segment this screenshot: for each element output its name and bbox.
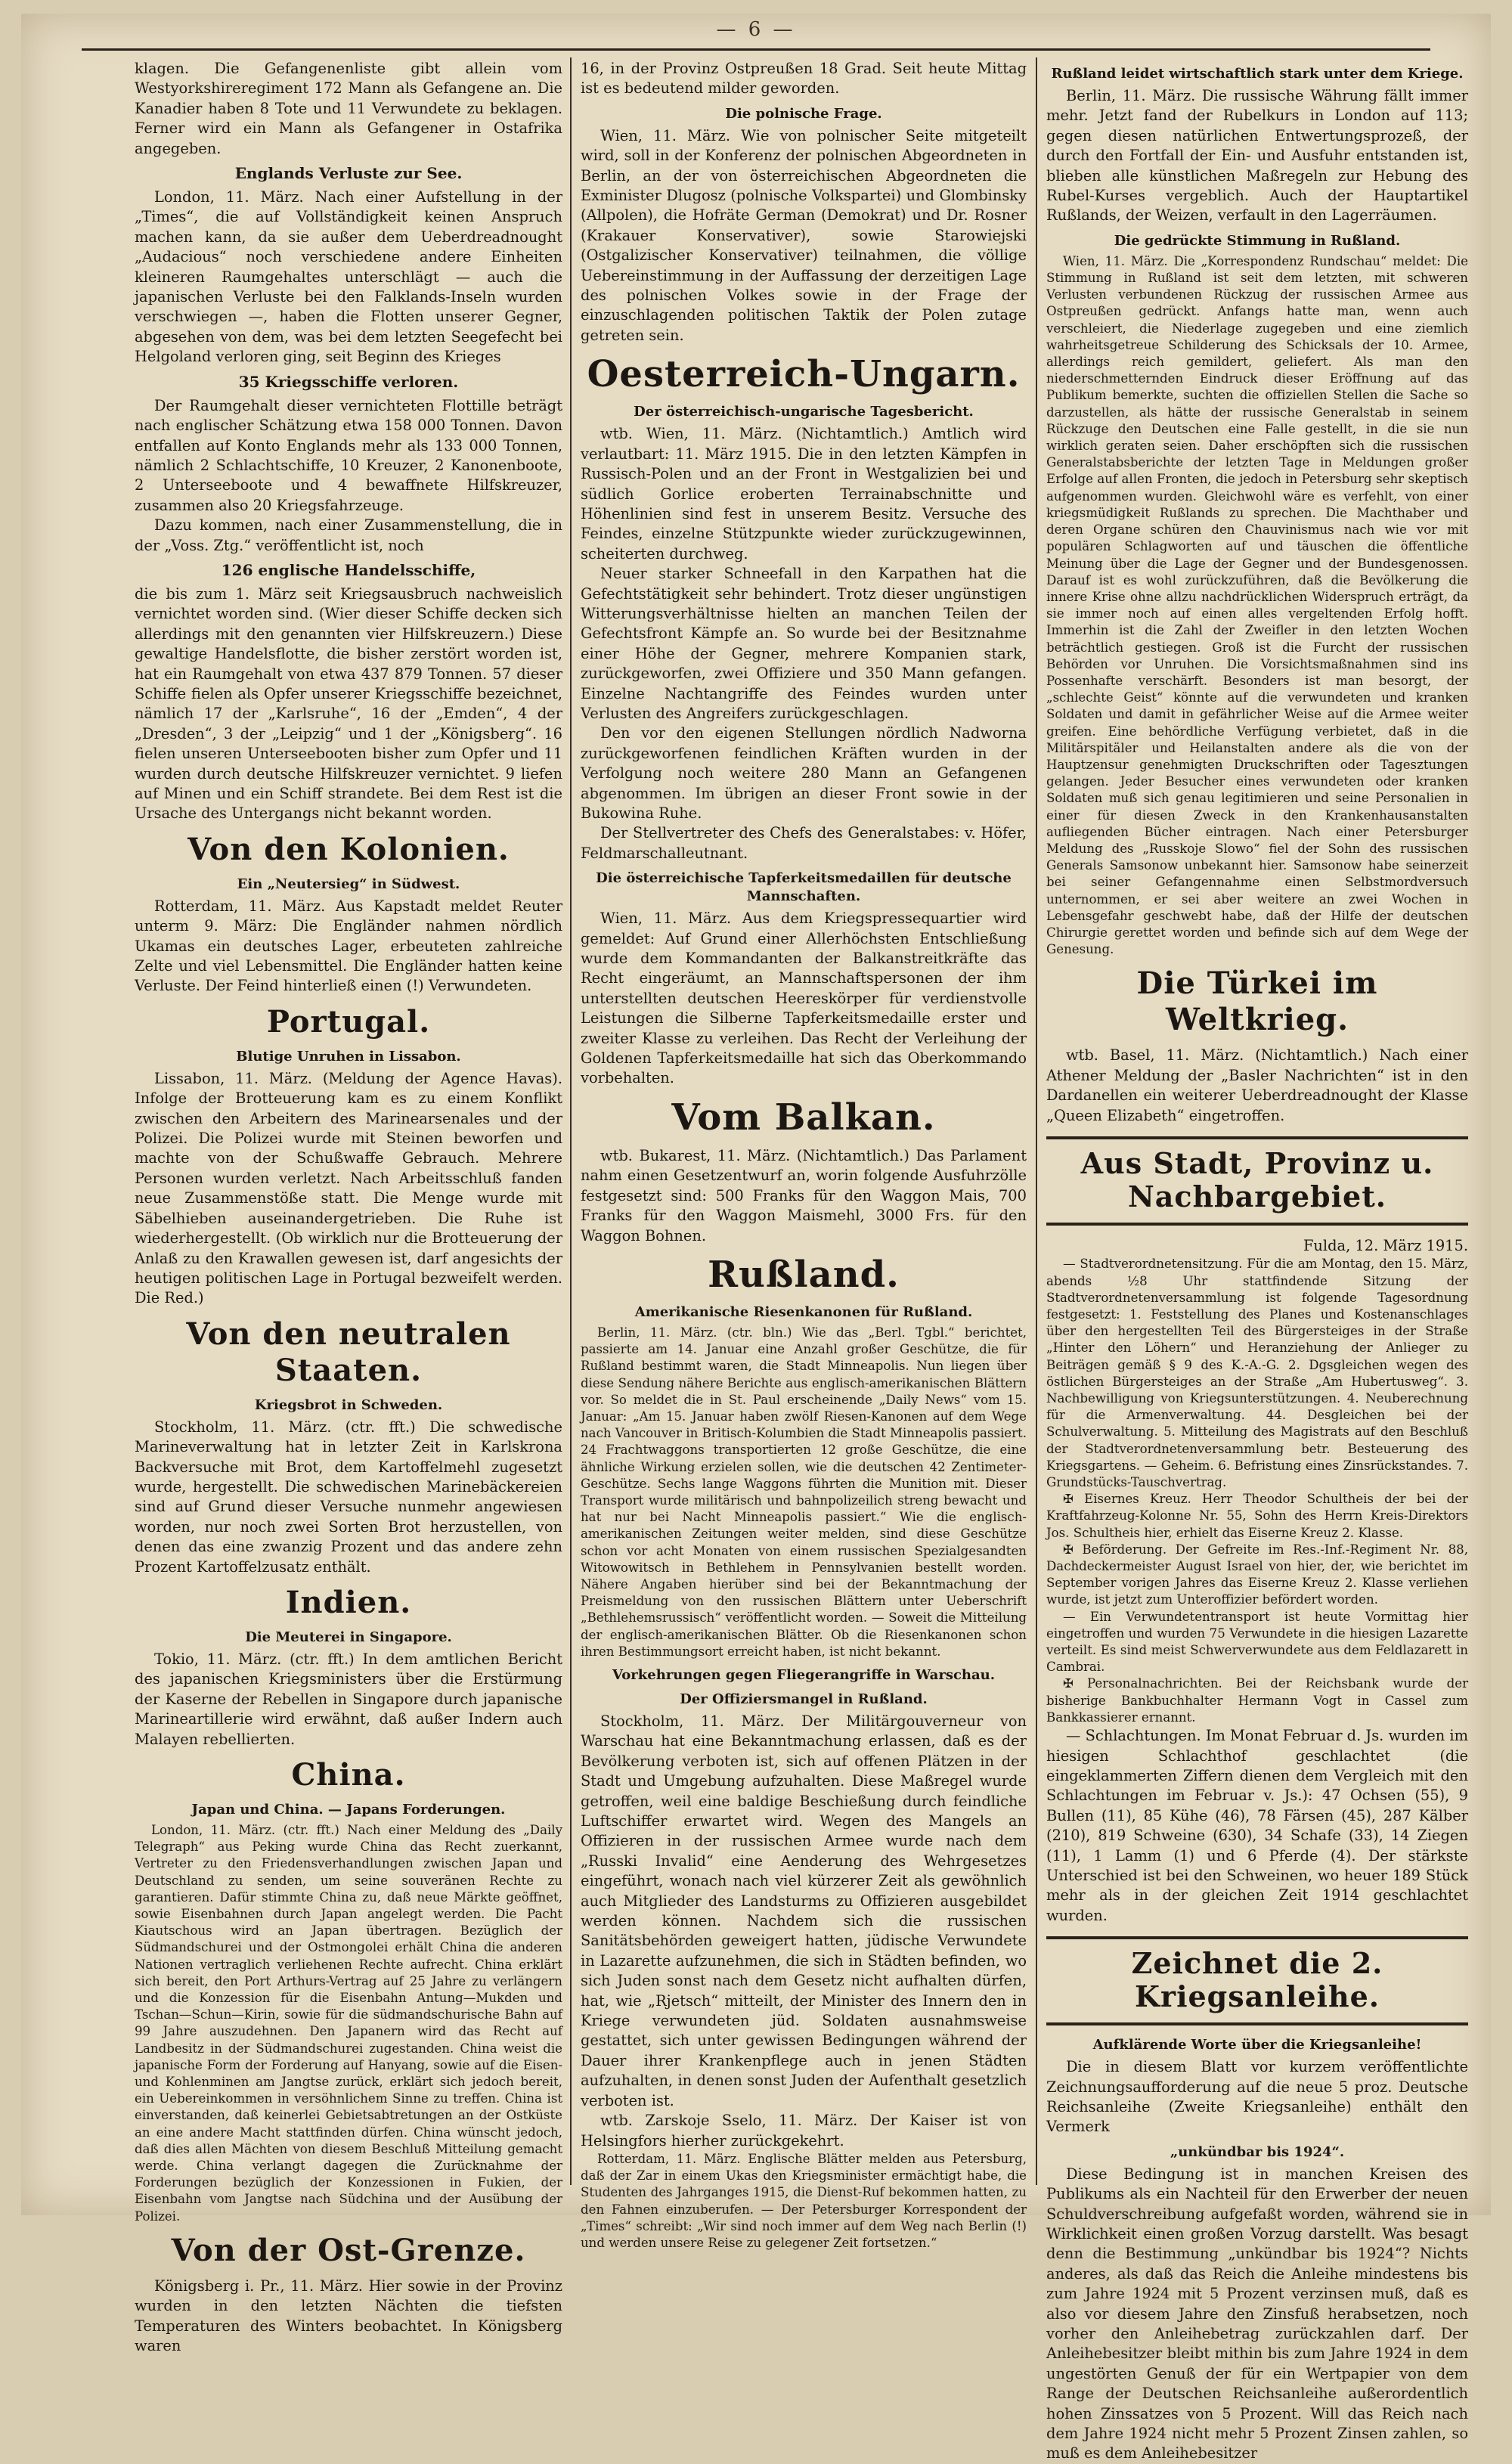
- section-title: China.: [291, 1757, 406, 1793]
- article-headline: Kriegsbrot in Schweden.: [254, 1396, 443, 1413]
- article-text: Berlin, 11. März. (ctr. bln.) Wie das „Berl. Tgbl.“ berichtet, passierte am 14. Januar eine Anzahl großer Geschütze, die für Rußland bestimmt waren, die Stadt Minneapolis. Nun liegen über diese Sendung nähere Berichte aus englisch-amerikanischen Blättern vor. So meldet die in St. Paul erscheinende „Daily News“ vom 15. Januar: „Am 15. Januar haben zwölf Riesen-Kanonen auf dem Wege nach Vancouver in Britisch-Kolumbien die Stadt Minneapolis passiert. 24 Frachtwaggons transportierten 12 große Geschütze, die eine ähnliche Wirkung erzielen sollen, wie die deutschen 42 Zentimeter-Geschütze. Sechs lange Waggons führten die Munition mit. Dieser Transport wurde militärisch und bahnpolizeilich streng bewacht und hat nur bei Nacht Minneapolis passiert.“ Wie die englisch-amerikanischen Zeitungen weiter melden, sind diese Geschütze schon vor acht Monaten von einem russischen Spezialgesandten Witowowitsch in Bethlehem in Pennsylvanien bestellt worden. Nähere Angaben hierüber sind bei der Bekanntmachung der Preismeldung von den russischen Blättern unter Ueberschrift „Bethlehemsrussisch“ veröffentlicht worden. — Soweit die Mitteilung der englisch-amerikanischen Blätter. Ob die Riesenkanonen schon ihren Bestimmungsort erreicht haben, ist nicht bekannt.: [581, 1325, 1027, 1659]
- article-text: Königsberg i. Pr., 11. März. Hier sowie in der Provinz wurden in den letzten Nächten die tiefsten Temperaturen des Winters beobachtet. In Königsberg waren: [135, 2276, 562, 2355]
- article-signature: Der Stellvertreter des Chefs des Generalstabes: v. Höfer, Feldmarschalleutnant.: [581, 824, 1027, 862]
- article-headline: Japan und China. — Japans Forderungen.: [191, 1802, 506, 1818]
- article-text: Wien, 11. März. Die „Korrespondenz Rundschau“ meldet: Die Stimmung in Rußland ist seit dem letzten, mit schweren Verlusten verbundenen Rückzug der russischen Armee aus Ostpreußen gedrückt. Anfangs hatte man, wenn auch verschleiert, die Niederlage zugegeben und eine ziemlich wahrheitsgetreue Schilderung des Schicksals der 10. Armee, allerdings reich gemildert, geliefert. Als man den niederschmetternden Eindruck dieser Eröffnung auf das Publikum bemerkte, suchten die offiziellen Stellen die Sache so darzustellen, als hätte der russische Generalstab in seinem Rückzuge den Deutschen eine Falle gestellt, in die sie nun wirklich geraten seien. Daher erschöpften sich die russischen Generalstabsberichte der letzten Tage in Meldungen großer Erfolge auf allen Fronten, die jedoch in Petersburg sehr skeptisch aufgenommen wurden. Gleichwohl wäre es verfehlt, von einer kriegsmüdigkeit Rußlands zu sprechen. Die Machthaber und deren Organe schüren den Chauvinismus nach wie vor mit populären Schlagworten auf und täuschen die öffentliche Meinung über die Lage der Gegner und der Bundesgenossen. Darauf ist es wohl zurückzuführen, daß die Bevölkerung die innere Krise ohne allzu nachdrücklichen Widerspruch erträgt, da sie immer noch auf einen alles vergeltenden Erfolg hofft. Immerhin ist die Zahl der Zweifler in den letzten Wochen beträchtlich gestiegen. Groß ist die Furcht der russischen Behörden vor Unruhen. Die Vorsichtsmaßnahmen sind ins Possenhafte verschärft. Besonders ist man besorgt, der „schlechte Geist“ könnte auf die verwundeten und kranken Soldaten und damit in gefährlicher Weise auf die Armee weiter greifen. Eine behördliche Verfügung verbietet, daß in die Militärspitäler und Heilanstalten andere als die von der Hauptzensur genehmigten Druckschriften oder Tagesztungen gelangen. Jeder Besucher eines verwundeten oder kranken Soldaten muß sich genau legitimieren und seine Personalien in einer für diesen Zweck in den Krankenhausanstalten aufliegenden Bücher eintragen. Nach einer Petersburger Meldung des „Russkoje Slowo“ fiel der Sohn des russischen Generals Samsonow unbekannt hier. Samsonow habe seinerzeit bei seiner Gefangennahme einen Selbstmordversuch unternommen, er sei aber weitere an zwei Wochen in Lebensgefahr geschwebt habe, daß der Hilfe der deutschen Chirurgie gerettet worden und befinde sich auf dem Wege der Genesung.: [1046, 253, 1468, 957]
- article-text: Lissabon, 11. März. (Meldung der Agence Havas). Infolge der Brotteuerung kam es zu einem Konflikt zwischen den Arbeitern des Marinearsenales und der Polizei. Die Polizei wurde mit Steinen beworfen und machte von der Schußwaffe Gebrauch. Mehrere Personen wurden verletzt. Nach Arbeitsschluß fanden neue Zusammenstöße statt. Die Menge wurde mit Säbelhieben auseinandergetrieben. Die Ruhe ist wiederhergestellt. (Ob wirklich nur die Brotteuerung der Anlaß zu den Krawallen gewesen ist, darf angesichts der heutigen politischen Lage in Portugal bezweifelt werden. Die Red.): [135, 1069, 562, 1307]
- small-print-block: [581, 1303, 1027, 1660]
- article-text: London, 11. März. (ctr. fft.) Nach einer Meldung des „Daily Telegraph“ aus Peking wurde China das Recht zuerkannt, Vertreter zu den Friedensverhandlungen zwischen Japan und Deutschland zu senden, um seine souveränen Rechte zu garantieren. Dafür stimmte China zu, daß neue Märkte geöffnet, sowie Eisenbahnen durch Japan angelegt werden. Die Pacht Kiautschous wird an Japan übertragen. Bezüglich der Südmandschurei und der Ostmongolei erhält China die anderen Nationen vertraglich verliehenen Rechte aufrecht. China erklärt sich bereit, den Port Arthurs-Vertrag auf 25 Jahre zu verlängern und die Konzession für die Eisenbahn Antung—Mukden und Tschan—Schun—Kirin, sowie für die südmandschurische Bahn auf 99 Jahre auszudehnen. Den Japanern wird das Recht auf Landbesitz in der Südmandschurei zugestanden. China weist die japanische Form der Forderung auf Hanyang, sowie auf die Eisen- und Kohlenminen am Jangtse zurück, erklärt sich jedoch bereit, ein Uebereinkommen in versöhnlichem Sinne zu treffen. China ist einverstanden, daß keinerlei Gebietsabtretungen an der Ostküste an eine andere Macht stattfinden dürfen. China wünscht jedoch, daß dies allen Mächten von diesem Beschluß Mitteilung gemacht werde. China verlangt dagegen die Zurücknahme der Forderungen bezüglich der Konzessionen in Fukien, der Eisenbahn vom Jangtse nach Südchina und der Ausübung der Polizei.: [135, 1823, 562, 2224]
- section-title: Rußland.: [708, 1253, 900, 1296]
- article-text: Rotterdam, 11. März. Aus Kapstadt meldet Reuter unterm 9. März: Die Engländer nahmen nördlich Ukamas ein deutsches Lager, erbeuteten zahlreiche Zelte und viel Lebensmittel. Die Engländer hatten keine Verluste. Der Feind hinterließ einen (!) Verwundeten.: [135, 897, 562, 995]
- article-text: ✠ Eisernes Kreuz. Herr Theodor Schultheis der bei der Kraftfahrzeug-Kolonne Nr. 55, Sohn des Herrn Kreis-Direktors Jos. Schultheis hier, erhielt das Eiserne Kreuz 2. Klasse.: [1046, 1492, 1468, 1540]
- header-rule: [82, 48, 1430, 51]
- column-rule: [570, 57, 572, 2185]
- column-1: [135, 59, 562, 2355]
- article-headline: Blutige Unruhen in Lissabon.: [236, 1048, 461, 1065]
- article-headline: 35 Kriegsschiffe verloren.: [238, 372, 459, 391]
- article-text: wtb. Wien, 11. März. (Nichtamtlich.) Amtlich wird verlautbart: 11. März 1915. Die in den letzten Kämpfen in Russisch-Polen und an der Front in Westgalizien bei und südlich Gorlice eroberten Terrainabschnitte und Höhenlinien sind fest in unserem Besitz. Versuche des Feindes, einzelne Stützpunkte wieder zurückzugewinnen, scheiterten durchweg.: [581, 425, 1027, 563]
- newspaper-page: [21, 14, 1491, 2462]
- article-text: Der Raumgehalt dieser vernichteten Flottille beträgt nach englischer Schätzung etwa 158 000 Tonnen. Davon entfallen auf Konto Englands mehr als 133 000 Tonnen, nämlich 2 Schlachtschiffe, 10 Kreuzer, 2 Kanonenboote, 2 Unterseeboote und 4 bewaffnete Hilfskreuzer, zusammen also 20 Kriegsfahrzeuge.: [135, 396, 562, 514]
- small-print-block: [1046, 253, 1468, 959]
- article-text: wtb. Zarskoje Sselo, 11. März. Der Kaiser ist von Helsingfors hierher zurückgekehrt.: [581, 2112, 1027, 2149]
- article-headline: Die polnische Frage.: [725, 105, 882, 122]
- article-text: klagen. Die Gefangenenliste gibt allein vom Westyorkshireregiment 172 Mann als Gefangene an. Die Kanadier haben 8 Tote und 11 Verwundete zu beklagen. Ferner wird ein Mann als Gefangener in Ostafrika angegeben.: [135, 60, 562, 157]
- article-text: wtb. Basel, 11. März. (Nichtamtlich.) Nach einer Athener Meldung der „Basler Nachrichten“ ist in den Dardanellen ein weiterer Ueberdreadnought der Klasse „Queen Elizabeth“ eingetroffen.: [1046, 1046, 1468, 1124]
- article-headline: Vorkehrungen gegen Fliegerangriffe in Warschau.: [612, 1666, 996, 1683]
- article-text: wtb. Bukarest, 11. März. (Nichtamtlich.) Das Parlament nahm einen Gesetzentwurf an, worin folgende Ausfuhrzölle festgesetzt sind: 500 Franks für den Waggon Mais, 700 Franks für den Waggon Maismehl, 3000 Frs. für den Waggon Bohnen.: [581, 1146, 1027, 1244]
- column-3: [1046, 59, 1468, 2462]
- article-text: Die in diesem Blatt vor kurzem veröffentlichte Zeichnungsaufforderung auf die neue 5 proz. Deutsche Reichsanleihe (Zweite Kriegsanleihe) enthält den Vermerk: [1046, 2058, 1468, 2136]
- column-rule: [1036, 57, 1037, 2185]
- article-text: — Schlachtungen. Im Monat Februar d. Js. wurden im hiesigen Schlachthof geschlachtet (die eingeklammerten Ziffern dienen dem Vergleich mit den Schlachtungen im Februar v. Js.): 47 Ochsen (55), 9 Bullen (11), 85 Kühe (46), 78 Färsen (45), 287 Kälber (210), 819 Schweine (630), 34 Schafe (33), 14 Ziegen (11), 1 Lamm (1) und 6 Pferde (4). Der stärkste Unterschied ist bei den Schweinen, wo heuer 189 Stück mehr als in der gleichen Zeit 1914 geschlachtet wurden.: [1046, 1727, 1468, 1924]
- section-title: Aus Stadt, Provinz u. Nachbargebiet.: [1080, 1146, 1434, 1213]
- article-text: Dazu kommen, nach einer Zusammenstellung, die in der „Voss. Ztg.“ veröffentlicht ist, noch: [135, 516, 562, 554]
- article-text: Stockholm, 11. März. Der Militärgouverneur von Warschau hat eine Bekanntmachung erlassen, daß es der Bevölkerung verboten ist, sich auf offenen Plätzen in der Stadt und Umgebung aufzuhalten. Diese Maßregel wurde getroffen, weil eine baldige Beschießung durch feindliche Luftschiffer erwartet wird. Wegen des Mangels an Offizieren in der russischen Armee wurde nach dem „Russki Invalid“ eine Aenderung des Wehrgesetzes eingeführt, wonach nach viel kürzerer Zeit als gewöhnlich auch Mitglieder des Landsturms zu Offizieren ausgebildet werden können. Nachdem sich die russischen Sanitätsbehörden geweigert hatten, jüdische Verwundete in Lazarette aufzunehmen, die sich in Städten befinden, wo sich Juden sonst nach dem Gesetz nicht aufhalten dürfen, hat, wie „Rjetsch“ mitteilt, der Minister des Innern den in Kriege verwundeten jüd. Soldaten ausnahmsweise gestattet, sich unter gewissen Bedingungen während der Dauer ihrer Krankenpflege auch in jenen Städten aufzuhalten, in denen sonst Juden der Aufenthalt gesetzlich verboten ist.: [581, 1712, 1027, 2109]
- dateline: Fulda, 12. März 1915.: [1303, 1237, 1468, 1254]
- section-title: Von den Kolonien.: [187, 831, 510, 867]
- article-headline: Ein „Neutersieg“ in Südwest.: [237, 876, 460, 892]
- section-title: Portugal.: [266, 1003, 431, 1040]
- article-text: Berlin, 11. März. Die russische Währung fällt immer mehr. Jetzt fand der Rubelkurs in London auf 113; gegen diesen natürlichen Entwertungsprozeß, der durch den Fortfall der Ein- und Ausfuhr entstanden ist, blieben alle künstlichen Maßregeln zur Hebung des Rubel-Kurses vergeblich. Auch der Hauptartikel Rußlands, der Weizen, verfault in den Lagerräumen.: [1046, 87, 1468, 225]
- article-headline: Englands Verluste zur See.: [234, 164, 463, 183]
- small-print-block: [581, 2151, 1027, 2252]
- article-text: Wien, 11. März. Aus dem Kriegspressequartier wird gemeldet: Auf Grund einer Allerhöchsten Entschließung wurde dem Kommandanten der Balkanstreitkräfte das Recht eingeräumt, an Mannschaftspersonen der ihm unterstellten deutschen Heereskörper für verdienstvolle Leistungen die Silberne Tapferkeitsmedaille erster und zweiter Klasse zu verleihen. Das Recht der Verleihung der Goldenen Tapferkeitsmedaille hat sich das Oberkommando vorbehalten.: [581, 910, 1027, 1087]
- small-print-block: [1046, 1256, 1468, 1726]
- article-text: Den vor den eigenen Stellungen nördlich Nadworna zurückgeworfenen feindlichen Kräften wurden in der Verfolgung noch weitere 280 Mann an Gefangenen abgenommen. Im übrigen an dieser Front sowie in der Bukowina Ruhe.: [581, 724, 1027, 822]
- column-2: [581, 59, 1027, 2250]
- article-text: ✠ Personalnachrichten. Bei der Reichsbank wurde der bisherige Bankbuchhalter Hermann Vogt in Cassel zum Bankkassierer ernannt.: [1046, 1676, 1468, 1725]
- article-text: Rotterdam, 11. März. Englische Blätter melden aus Petersburg, daß der Zar in einem Ukas den Kriegsminister ermächtigt habe, die Studenten des Jahrganges 1915, die Dienst-Ruf bekommen hatten, zu den Fahnen einzuberufen. — Der Petersburger Korrespondent der „Times“ schreibt: „Wir sind noch immer auf dem Weg nach Berlin (!) und werden unsere Reise zu gelegener Zeit fortsetzen.“: [581, 2151, 1027, 2250]
- article-headline: Die Meuterei in Singapore.: [245, 1629, 452, 1645]
- article-text: die bis zum 1. März seit Kriegsausbruch nachweislich vernichtet worden sind. (Wier dieser Schiffe decken sich allerdings mit den genannten vier Hilfskreuzern.) Diese gewaltige Handelsflotte, die bisher zerstört worden ist, hat ein Raumgehalt von etwa 437 879 Tonnen. 57 dieser Schiffe fielen als Opfer unserer Kriegsschiffe bezeichnet, nämlich 17 der „Karlsruhe“, 16 der „Emden“, 4 der „Dresden“, 3 der „Leipzig“ und 1 der „Königsberg“. 16 fielen unseren Unterseebooten bisher zum Opfer und 11 wurden durch deutsche Hilfskreuzer vernichtet. 9 liefen auf Minen und ein Schiff strandete. Bei dem Rest ist die Ursache des Untergangs nicht bekannt worden.: [135, 584, 562, 823]
- section-title: Oesterreich-Ungarn.: [587, 353, 1021, 396]
- article-text: 16, in der Provinz Ostpreußen 18 Grad. Seit heute Mittag ist es bedeutend milder geworden.: [581, 60, 1027, 98]
- article-headline: Amerikanische Riesenkanonen für Rußland.: [634, 1303, 973, 1320]
- article-headline: 126 englische Handelsschiffe,: [221, 560, 476, 579]
- war-loan-banner: [1046, 1936, 1468, 2025]
- article-headline: Die gedrückte Stimmung in Rußland.: [1114, 232, 1401, 249]
- article-text: ✠ Beförderung. Der Gefreite im Res.-Inf.-Regiment Nr. 88, Dachdeckermeister August Israel von hier, der, wie berichtet im September vorigen Jahres das Eiserne Kreuz 2. Klasse verliehen wurde, ist jetzt zum Unteroffizier befördert worden.: [1046, 1542, 1468, 1607]
- article-text: — Stadtverordnetensitzung. Für die am Montag, den 15. März, abends ½8 Uhr stattfindende Sitzung der Stadtverordnetenversammlung ist folgende Tagesordnung festgesetzt: 1. Feststellung des Planes und Kostenanschlages über den hergestellten Teil des Bürgersteiges in der Straße „Hinter den Löhern“ und Heranziehung der Anlieger zu Beiträgen gemäß § 9 des K.-A.-G. 2. Dgsgleichen wegen des östlichen Bürgersteiges an der Straße „Am Hubertusweg“. 3. Nachbewilligung von Kriegsunterstützungen. 4. Neuberechnung für die Armenverwaltung. 44. Desgleichen bei der Schulverwaltung. 5. Mitteilung des Magistrats auf den Beschluß der Stadtverordnetenversammlung betr. Besteuerung des Kriegsgartens. — Geheim. 6. Befristung eines Zinsrückstandes. 7. Grundstücks-Tauschvertrag.: [1046, 1257, 1468, 1490]
- article-text: Wien, 11. März. Wie von polnischer Seite mitgeteilt wird, soll in der Konferenz der polnischen Abgeordneten in Berlin, an der von österreichischen Abgeordneten die Exminister Dlugosz (polnische Volkspartei) und Glombinsky (Allpolen), die Hofräte German (Demokrat) und Dr. Rosner (Krakauer Konservativer), sowie Starowiejski (Ostgalizischer Konservativer) teilnahmen, die völlige Uebereinstimmung in der Auffassung der derzeitigen Lage des polnischen Volkes sowie in der Frage der einzuschlagenden politischen Taktik der Polen zutage getreten sein.: [581, 126, 1027, 344]
- section-title: Die Türkei im Weltkrieg.: [1136, 965, 1378, 1038]
- local-news-banner: [1046, 1136, 1468, 1226]
- section-title: Von den neutralen Staaten.: [186, 1316, 511, 1388]
- article-headline: Der Offiziersmangel in Rußland.: [680, 1691, 928, 1707]
- section-title: Vom Balkan.: [671, 1096, 936, 1139]
- small-print-block: [135, 1801, 562, 2225]
- article-headline: Aufklärende Worte über die Kriegsanleihe!: [1092, 2037, 1422, 2053]
- section-title: Zeichnet die 2. Kriegsanleihe.: [1131, 1946, 1383, 2014]
- article-headline: Die österreichische Tapferkeitsmedaillen für deutsche Mannschaften.: [596, 870, 1012, 905]
- article-headline: Der österreichisch-ungarische Tagesbericht.: [634, 404, 974, 420]
- article-highlight: „unkündbar bis 1924“.: [1170, 2143, 1345, 2160]
- article-text: Neuer starker Schneefall in den Karpathen hat die Gefechtstätigkeit sehr behindert. Trotz dieser ungünstigen Witterungsverhältnisse hielten an manchen Teilen der Gefechtsfront Kämpfe an. So wurde bei der Besitznahme einer Höhe der Gegner, mehrere Kompanien stark, zurückgeworfen, zwei Offiziere und 350 Mann gefangen. Einzelne Nachtangriffe des Feindes wurden unter Verlusten des Angreifers zurückgeschlagen.: [581, 565, 1027, 722]
- section-title: Indien.: [285, 1584, 412, 1620]
- page-folio: — 6 —: [716, 18, 796, 41]
- article-text: London, 11. März. Nach einer Aufstellung in der „Times“, die auf Vollständigkeit keinen Anspruch machen kann, da sie außer dem Ueberdreadnought „Audacious“ noch verschiedene andere Einheiten kleineren Raumgehaltes unterschlägt — auch die japanischen Verluste bei den Falklands-Inseln wurden verschwiegen —, haben die Flotten unserer Gegner, abgesehen von dem, was bei dem letzten Seegefecht bei Helgoland verloren ging, seit Beginn des Krieges: [135, 188, 562, 366]
- section-title: Von der Ost-Grenze.: [171, 2232, 526, 2268]
- article-text: — Ein Verwundetentransport ist heute Vormittag hier eingetroffen und wurden 75 Verwundete in die hiesigen Lazarette verteilt. Es sind meist Schwerverwundete aus dem Feldlazarett in Cambrai.: [1046, 1609, 1468, 1675]
- article-text: Stockholm, 11. März. (ctr. fft.) Die schwedische Marineverwaltung hat in letzter Zeit in Karlskrona Backversuche mit Brot, dem Kartoffelmehl zugesetzt wurde, hergestellt. Die schwedischen Marinebäckereien sind auf Grund dieser Versuche nunmehr angewiesen worden, nur noch zwei Sorten Brot herzustellen, von denen das eine zwanzig Prozent und das andere zehn Prozent Kartoffelzusatz enthält.: [135, 1418, 562, 1576]
- article-text: Diese Bedingung ist in manchen Kreisen des Publikums als ein Nachteil für den Erwerber der neuen Schuldverschreibung aufgefaßt worden, während sie in Wirklichkeit einen großen Vorzug darstellt. Was besagt denn die Bestimmung „unkündbar bis 1924“? Nichts anderes, als daß das Reich die Anleihe mindestens bis zum Jahre 1924 mit 5 Prozent verzinsen muß, daß es also vor diesem Jahre den Zinsfuß herabsetzen, noch vorher den Anleihebetrag zurückzahlen darf. Der Anleihebesitzer bleibt mithin bis zum Jahre 1924 in dem ungestörten Genuß der für ein Wertpapier von dem Range der Deutschen Reichsanleihe außerordentlich hohen Zinssatzes von 5 Prozent. Will das Reich nach dem Jahre 1924 nicht mehr 5 Prozent Zinsen zahlen, so muß es dem Anleihebesitzer: [1046, 2165, 1468, 2462]
- article-headline: Rußland leidet wirtschaftlich stark unter dem Kriege.: [1051, 66, 1464, 82]
- article-text: Tokio, 11. März. (ctr. fft.) In dem amtlichen Bericht des japanischen Kriegsministers über die Erstürmung der Kaserne der Rebellen in Singapore durch japanische Marineartillerie wird erwähnt, daß außer Indern auch Malayen rebellierten.: [135, 1650, 562, 1748]
